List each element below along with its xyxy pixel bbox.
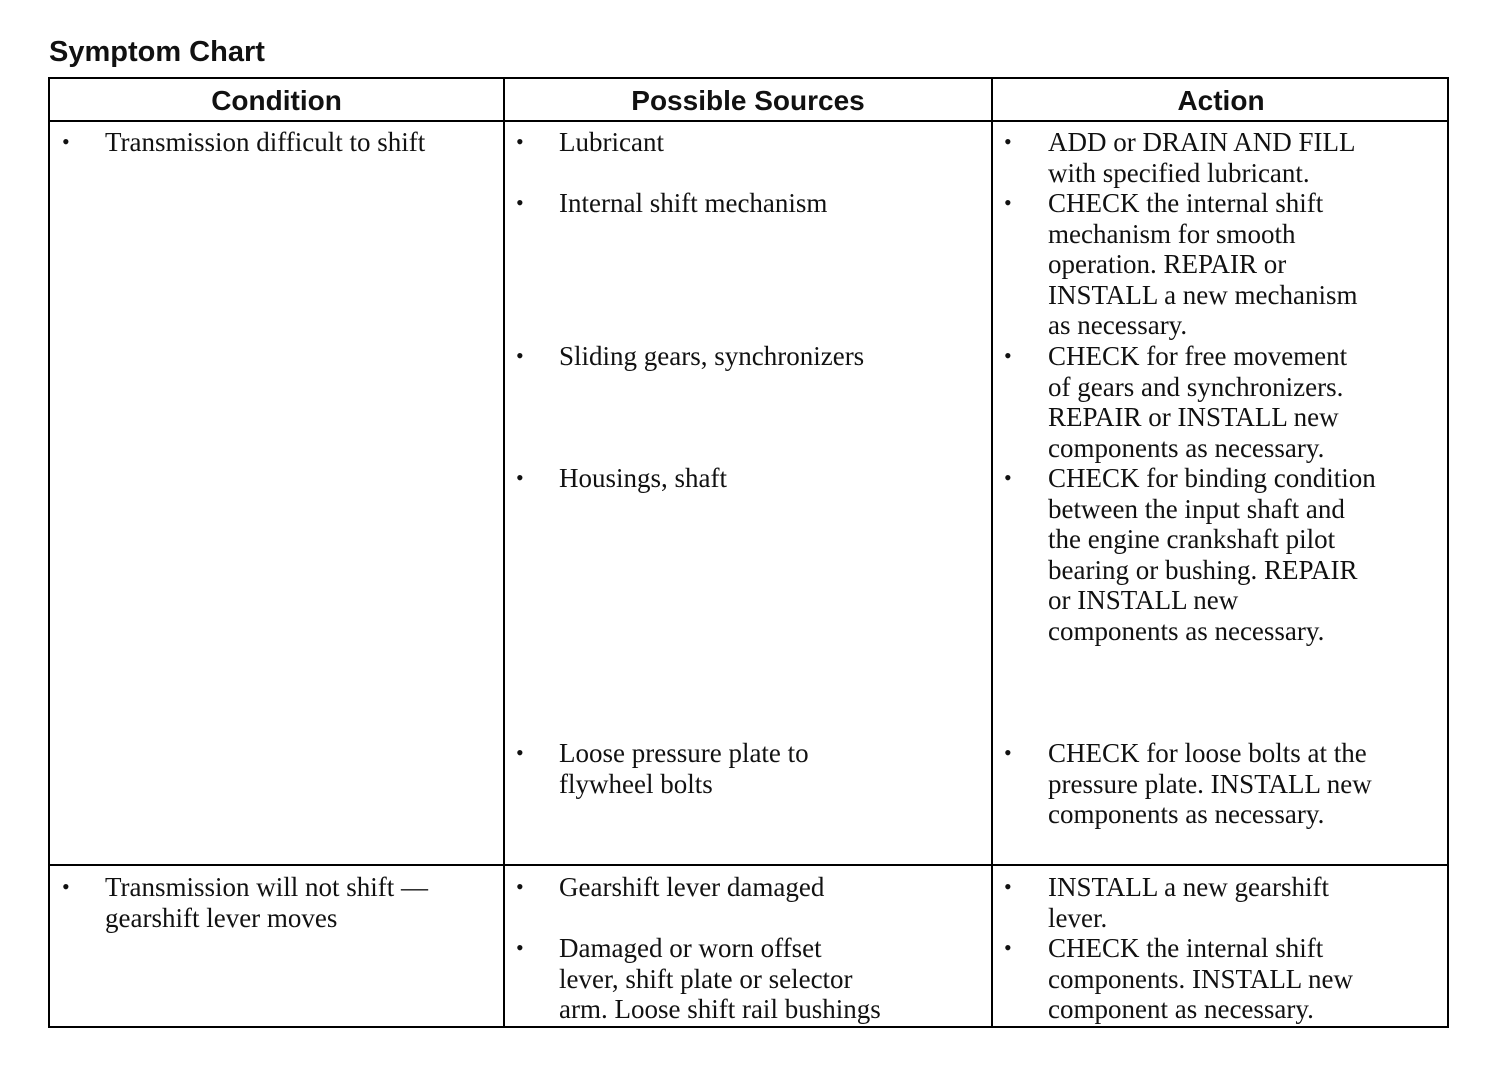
symptom-table <box>48 77 1449 1028</box>
bullet-glyph: • <box>516 190 524 215</box>
bullet-glyph: • <box>1004 874 1012 899</box>
bullet-glyph: • <box>516 740 524 765</box>
bullet-glyph: • <box>1004 935 1012 960</box>
bullet-glyph: • <box>1004 129 1012 154</box>
header-condition: Condition <box>211 85 342 116</box>
condition-text: Transmission will not shift — gearshift lever moves <box>105 872 429 933</box>
bullet-glyph: • <box>516 343 524 368</box>
bullet-glyph: • <box>516 935 524 960</box>
bullet-glyph: • <box>1004 465 1012 490</box>
header-action: Action <box>1177 85 1265 116</box>
source-text: Internal shift mechanism <box>559 188 828 218</box>
action-text: INSTALL a new gearshift lever. <box>1048 872 1329 933</box>
bullet-glyph: • <box>516 129 524 154</box>
action-text: CHECK the internal shift components. INSTALL new component as necessary. <box>1048 933 1354 1024</box>
action-text: CHECK for binding condition between the input shaft and the engine crankshaft pilot bearing or bushing. REPAIR or INSTALL new components as necessary. <box>1048 463 1376 646</box>
source-text: Loose pressure plate to flywheel bolts <box>559 738 809 799</box>
bullet-glyph: • <box>1004 190 1012 215</box>
action-text: CHECK for loose bolts at the pressure plate. INSTALL new components as necessary. <box>1048 738 1372 829</box>
bullet-glyph: • <box>516 874 524 899</box>
source-text: Lubricant <box>559 127 664 157</box>
action-text: CHECK for free movement of gears and synchronizers. REPAIR or INSTALL new components as necessary. <box>1048 341 1348 463</box>
bullet-glyph: • <box>1004 343 1012 368</box>
source-text: Sliding gears, synchronizers <box>559 341 865 371</box>
chart-title: Symptom Chart <box>49 36 265 68</box>
row-divider <box>50 864 1447 866</box>
condition-text: Transmission difficult to shift <box>105 127 426 157</box>
source-text: Housings, shaft <box>559 463 727 493</box>
action-text: ADD or DRAIN AND FILL with specified lubricant. <box>1048 127 1356 188</box>
header-possible-sources: Possible Sources <box>631 85 865 116</box>
action-text: CHECK the internal shift mechanism for smooth operation. REPAIR or INSTALL a new mechanism as necessary. <box>1048 188 1358 340</box>
bullet-glyph: • <box>516 465 524 490</box>
source-text: Damaged or worn offset lever, shift plate or selector arm. Loose shift rail bushings <box>559 933 881 1024</box>
bullet-glyph: • <box>1004 740 1012 765</box>
bullet-glyph: • <box>62 874 70 899</box>
source-text: Gearshift lever damaged <box>559 872 825 902</box>
column-divider <box>991 79 993 1026</box>
bullet-glyph: • <box>62 129 70 154</box>
